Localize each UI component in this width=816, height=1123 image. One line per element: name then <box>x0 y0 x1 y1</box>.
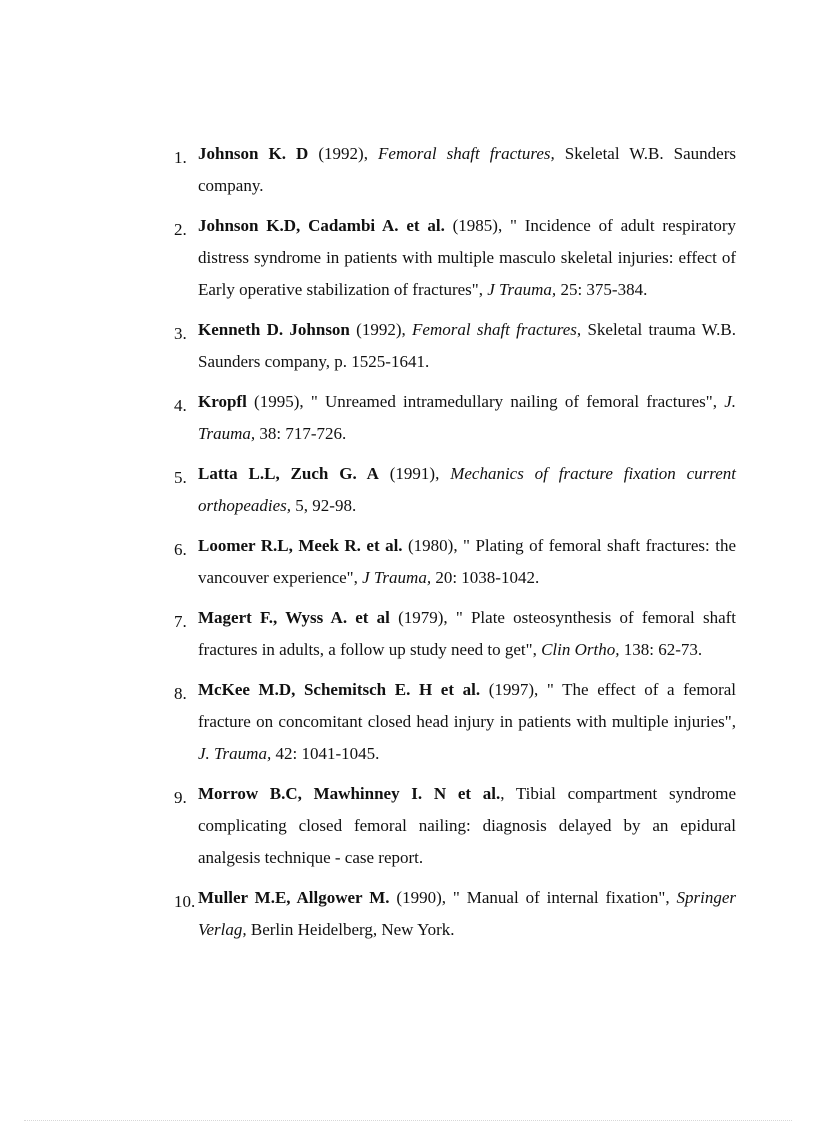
reference-authors: Johnson K. D <box>198 144 309 163</box>
reference-details: Berlin Heidelberg, New York. <box>246 920 455 939</box>
reference-details: 5, 92-98. <box>291 496 357 515</box>
reference-authors: Muller M.E, Allgower M. <box>198 888 390 907</box>
page-bottom-divider <box>24 1120 792 1121</box>
reference-source: J Trauma, <box>362 568 432 587</box>
reference-number: 2. <box>174 220 187 239</box>
reference-item <box>174 138 736 202</box>
reference-details: Skeletal W.B. Saunders company. <box>198 144 737 195</box>
reference-item <box>174 602 736 666</box>
reference-item <box>174 210 736 306</box>
reference-authors: Kropfl <box>198 392 247 411</box>
reference-text: (1995), " Unreamed intramedullary nailing of femoral fractures", <box>246 392 725 411</box>
reference-number: 9. <box>174 788 187 807</box>
reference-details: , Skeletal trauma W.B. Saunders company, p. 1525-1641. <box>198 320 736 371</box>
reference-number: 5. <box>174 468 187 487</box>
reference-authors: Latta L.L, Zuch G. A <box>198 464 379 483</box>
reference-item <box>174 314 736 378</box>
reference-number: 1. <box>174 148 187 167</box>
reference-number: 7. <box>174 612 187 631</box>
reference-source: J. Trauma, <box>198 744 272 763</box>
reference-text: , Tibial compartment syndrome complicating closed femoral nailing: diagnosis delayed by an epidural analgesis technique - case report. <box>198 784 737 867</box>
reference-source: Mechanics of fracture fixation current orthopeadies, <box>198 464 736 515</box>
reference-number: 8. <box>174 684 187 703</box>
reference-item <box>174 882 736 946</box>
reference-text: (1997), " The effect of a femoral fracture on concomitant closed head injury in patients with multiple injuries", <box>198 680 736 731</box>
reference-item <box>174 778 736 874</box>
reference-text: (1980), " Plating of femoral shaft fractures: the vancouver experience", <box>198 536 736 587</box>
reference-authors: McKee M.D, Schemitsch E. H et al. <box>198 680 481 699</box>
reference-text: (1992), <box>349 320 413 339</box>
reference-details: 25: 375-384. <box>556 280 648 299</box>
reference-source: Femoral shaft fractures, <box>378 144 555 163</box>
reference-text: (1979), " Plate osteosynthesis of femoral shaft fractures in adults, a follow up study need to get", <box>198 608 737 659</box>
reference-item <box>174 674 736 770</box>
reference-text: (1992), <box>308 144 379 163</box>
reference-details: 42: 1041-1045. <box>271 744 380 763</box>
reference-authors: Loomer R.L, Meek R. et al. <box>198 536 403 555</box>
reference-source: J. Trauma, <box>198 392 736 443</box>
reference-number: 3. <box>174 324 187 343</box>
reference-authors: Johnson K.D, Cadambi A. et al. <box>198 216 445 235</box>
reference-authors: Kenneth D. Johnson <box>198 320 350 339</box>
reference-number: 6. <box>174 540 187 559</box>
reference-source: Springer Verlag, <box>198 888 736 939</box>
reference-text: (1990), " Manual of internal fixation", <box>389 888 677 907</box>
reference-source: J Trauma, <box>487 280 557 299</box>
reference-details: 138: 62-73. <box>619 640 703 659</box>
reference-source: Femoral shaft fractures <box>412 320 577 339</box>
reference-number: 10. <box>174 892 196 911</box>
reference-item <box>174 530 736 594</box>
reference-text: (1985), " Incidence of adult respiratory distress syndrome in patients with multiple masculo skeletal injuries: effect of Early operative stabilization of fractures", <box>198 216 736 299</box>
reference-number: 4. <box>174 396 187 415</box>
reference-item <box>174 458 736 522</box>
reference-authors: Morrow B.C, Mawhinney I. N et al. <box>198 784 501 803</box>
reference-item <box>174 386 736 450</box>
reference-source: Clin Ortho, <box>541 640 620 659</box>
reference-list <box>174 138 736 954</box>
reference-details: 38: 717-726. <box>255 424 347 443</box>
reference-text: (1991), <box>378 464 451 483</box>
reference-details: 20: 1038-1042. <box>431 568 540 587</box>
reference-authors: Magert F., Wyss A. et al <box>198 608 390 627</box>
